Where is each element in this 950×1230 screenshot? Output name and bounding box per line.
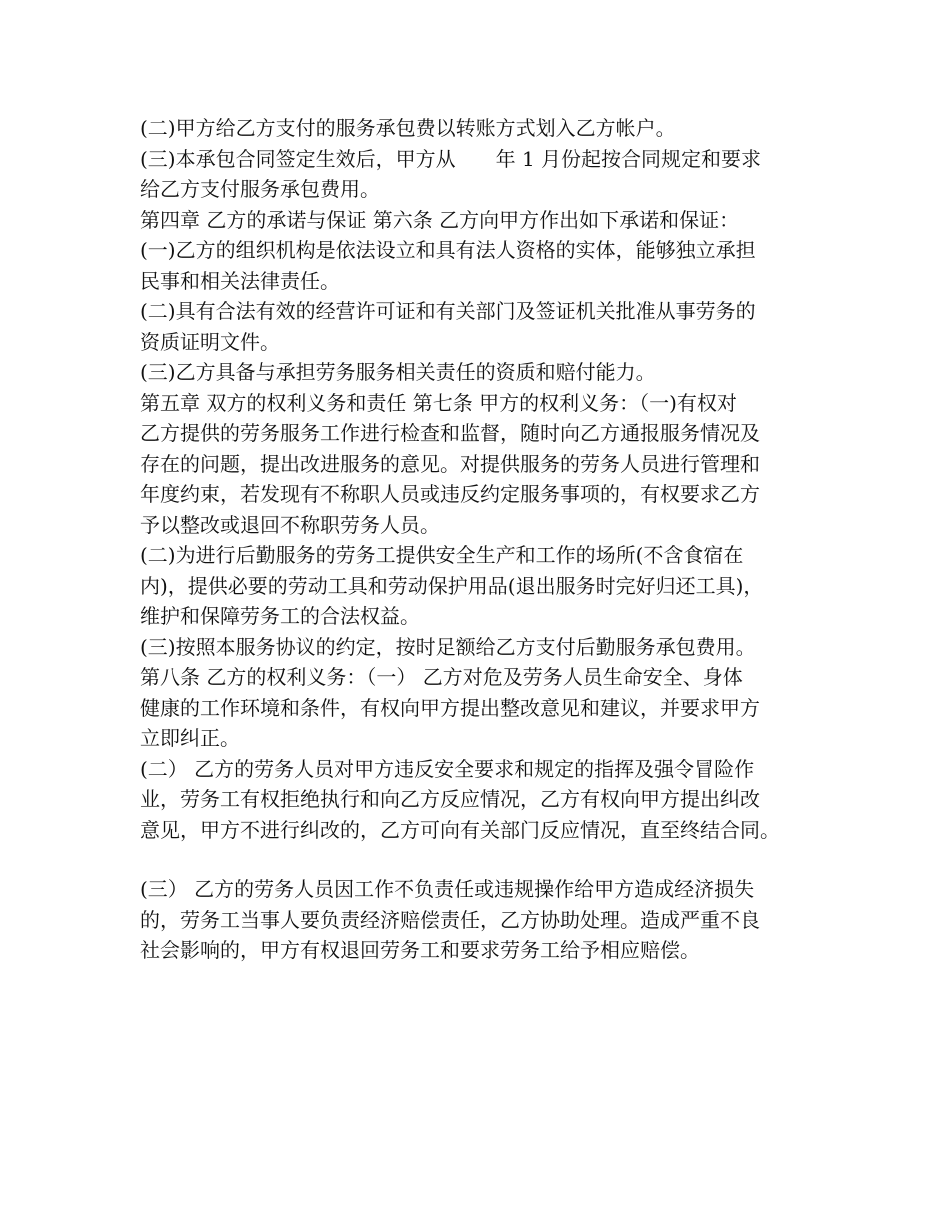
text-line: 民事和相关法律责任。 <box>140 268 340 293</box>
text-line: (三)按照本服务协议的约定，按时足额给乙方支付后勤服务承包费用。 <box>140 634 756 659</box>
text-line: 业，劳务工有权拒绝执行和向乙方反应情况，乙方有权向甲方提出纠改 <box>140 787 760 811</box>
text-line: 立即纠正。 <box>140 726 240 750</box>
text-line: (三） 乙方的劳务人员因工作不负责任或违规操作给甲方造成经济损失 <box>140 877 755 901</box>
document-body <box>140 113 830 966</box>
text-line: 予以整改或退回不称职劳务人员。 <box>140 512 440 537</box>
text-line: 社会影响的，甲方有权退回劳务工和要求劳务工给予相应赔偿。 <box>140 938 700 962</box>
text-line: 乙方提供的劳务服务工作进行检查和监督，随时向乙方通报服务情况及 <box>140 421 760 445</box>
text-line: (一)乙方的组织机构是依法设立和具有法人资格的实体，能够独立承担 <box>140 238 756 262</box>
text-line: (二)具有合法有效的经营许可证和有关部门及签证机关批准从事劳务的 <box>140 299 756 323</box>
text-line: 第四章 乙方的承诺与保证 第六条 乙方向甲方作出如下承诺和保证： <box>140 207 740 232</box>
text-line: 年度约束，若发现有不称职人员或违反约定服务事项的，有权要求乙方 <box>140 482 760 506</box>
text-line: (二)甲方给乙方支付的服务承包费以转账方式划入乙方帐户。 <box>140 116 676 140</box>
text-line: 内)，提供必要的劳动工具和劳动保护用品(退出服务时完好归还工具)， <box>140 573 764 598</box>
text-line: 资质证明文件。 <box>140 329 280 354</box>
text-line: 给乙方支付服务承包费用。 <box>140 177 380 201</box>
text-line: 健康的工作环境和条件，有权向甲方提出整改意见和建议，并要求甲方 <box>140 695 760 720</box>
text-line: 的，劳务工当事人要负责经济赔偿责任，乙方协助处理。造成严重不良 <box>140 907 760 932</box>
text-line: 意见，甲方不进行纠改的，乙方可向有关部门反应情况，直至终结合同。 <box>140 817 780 842</box>
text-line: 第五章 双方的权利义务和责任 第七条 甲方的权利义务：（一)有权对 <box>140 390 737 415</box>
text-line: (三)乙方具备与承担劳务服务相关责任的资质和赔付能力。 <box>140 360 656 384</box>
text-line: 第八条 乙方的权利义务：（一） 乙方对危及劳务人员生命安全、身体 <box>140 665 743 689</box>
document-page <box>140 113 830 966</box>
text-line: 存在的问题，提出改进服务的意见。对提供服务的劳务人员进行管理和 <box>140 451 760 476</box>
text-line: 维护和保障劳务工的合法权益。 <box>140 604 420 628</box>
paragraph-gap <box>140 845 830 874</box>
text-line: (二） 乙方的劳务人员对甲方违反安全要求和规定的指挥及强令冒险作 <box>140 756 755 781</box>
text-line: (三)本承包合同签定生效后，甲方从 年 1 月份起按合同规定和要求 <box>140 146 762 171</box>
text-line: (二)为进行后勤服务的劳务工提供安全生产和工作的场所(不含食宿在 <box>140 543 744 567</box>
